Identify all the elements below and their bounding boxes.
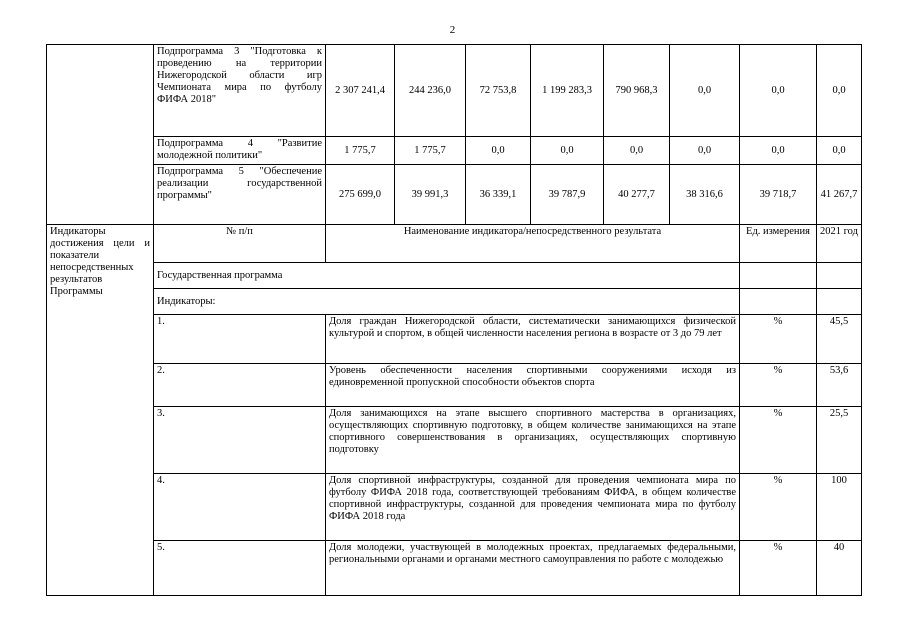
indicator-value: 100 — [817, 474, 862, 541]
indicator-name: Доля спортивной инфраструктуры, созданной для проведения чемпионата мира по футболу ФИФА 2018 года, соответствующей требованиям ФИФА, в общем количестве спортивной инфраструктуры, созданной для проведения чемпионата мира по футболу ФИФА 2018 года — [326, 474, 740, 541]
indicator-name: Доля молодежи, участвующей в молодежных проектах, предлагаемых федеральными, региональными органами и органами местного самоуправления по работе с молодежью — [326, 541, 740, 596]
indicator-num: 2. — [154, 364, 326, 407]
indicator-row — [47, 541, 862, 596]
indicator-num: 3. — [154, 407, 326, 474]
value-cell: 0,0 — [531, 137, 604, 165]
value-cell: 0,0 — [604, 137, 670, 165]
program-table — [46, 44, 862, 596]
subprogram-row — [47, 137, 862, 165]
value-cell: 39 991,3 — [395, 165, 466, 225]
empty-label-cell — [47, 45, 154, 225]
indicator-num: 1. — [154, 315, 326, 364]
value-cell: 1 775,7 — [395, 137, 466, 165]
indicator-name: Уровень обеспеченности населения спортивными сооружениями исходя из единовременной пропускной способности объектов спорта — [326, 364, 740, 407]
header-name: Наименование индикатора/непосредственного результата — [326, 225, 740, 263]
indicator-unit: % — [740, 315, 817, 364]
value-cell: 0,0 — [670, 45, 740, 137]
value-cell: 38 316,6 — [670, 165, 740, 225]
indicator-value: 25,5 — [817, 407, 862, 474]
indicator-value: 45,5 — [817, 315, 862, 364]
value-cell: 1 199 283,3 — [531, 45, 604, 137]
value-cell: 2 307 241,4 — [326, 45, 395, 137]
value-cell: 0,0 — [817, 45, 862, 137]
indicator-num: 5. — [154, 541, 326, 596]
state-program-label: Государственная программа — [154, 263, 740, 289]
indicator-name: Доля занимающихся на этапе высшего спортивного мастерства в организациях, осуществляющих спортивную подготовку, в общем количестве занимающихся на этапе спортивного совершенствования в организациях, осуществляющих спортивную подготовку — [326, 407, 740, 474]
indicator-unit: % — [740, 474, 817, 541]
value-cell: 72 753,8 — [466, 45, 531, 137]
subprogram-row — [47, 45, 862, 137]
value-cell: 40 277,7 — [604, 165, 670, 225]
indicators-header-row — [47, 225, 862, 263]
indicator-row — [47, 474, 862, 541]
indicators-label-row — [47, 289, 862, 315]
indicator-name: Доля граждан Нижегородской области, систематически занимающихся физической культурой и спортом, в общей численности населения региона в возрасте от 3 до 79 лет — [326, 315, 740, 364]
indicator-unit: % — [740, 541, 817, 596]
indicators-section-label: Индикаторы достижения цели и показатели непосредственных результатов Программы — [47, 225, 154, 596]
value-cell: 0,0 — [466, 137, 531, 165]
value-cell: 0,0 — [740, 45, 817, 137]
indicator-row — [47, 364, 862, 407]
value-cell: 275 699,0 — [326, 165, 395, 225]
value-cell: 0,0 — [817, 137, 862, 165]
state-program-row — [47, 263, 862, 289]
value-cell: 41 267,7 — [817, 165, 862, 225]
value-cell: 39 787,9 — [531, 165, 604, 225]
indicator-row — [47, 407, 862, 474]
indicator-value: 40 — [817, 541, 862, 596]
subprogram-name: Подпрограмма 3 "Подготовка к проведению на территории Нижегородской области игр Чемпионата мира по футболу ФИФА 2018" — [154, 45, 326, 137]
header-num: № п/п — [154, 225, 326, 263]
page-number: 2 — [449, 24, 456, 36]
subprogram-name: Подпрограмма 5 "Обеспечение реализации государственной программы" — [154, 165, 326, 225]
indicator-row — [47, 315, 862, 364]
subprogram-name: Подпрограмма 4 "Развитие молодежной политики" — [154, 137, 326, 165]
value-cell: 36 339,1 — [466, 165, 531, 225]
header-year: 2021 год — [817, 225, 862, 263]
value-cell: 0,0 — [670, 137, 740, 165]
indicator-value: 53,6 — [817, 364, 862, 407]
value-cell: 244 236,0 — [395, 45, 466, 137]
subprogram-row — [47, 165, 862, 225]
indicator-unit: % — [740, 407, 817, 474]
value-cell: 1 775,7 — [326, 137, 395, 165]
header-unit: Ед. измерения — [740, 225, 817, 263]
indicator-unit: % — [740, 364, 817, 407]
indicators-label: Индикаторы: — [154, 289, 740, 315]
value-cell: 39 718,7 — [740, 165, 817, 225]
value-cell: 0,0 — [740, 137, 817, 165]
value-cell: 790 968,3 — [604, 45, 670, 137]
indicator-num: 4. — [154, 474, 326, 541]
